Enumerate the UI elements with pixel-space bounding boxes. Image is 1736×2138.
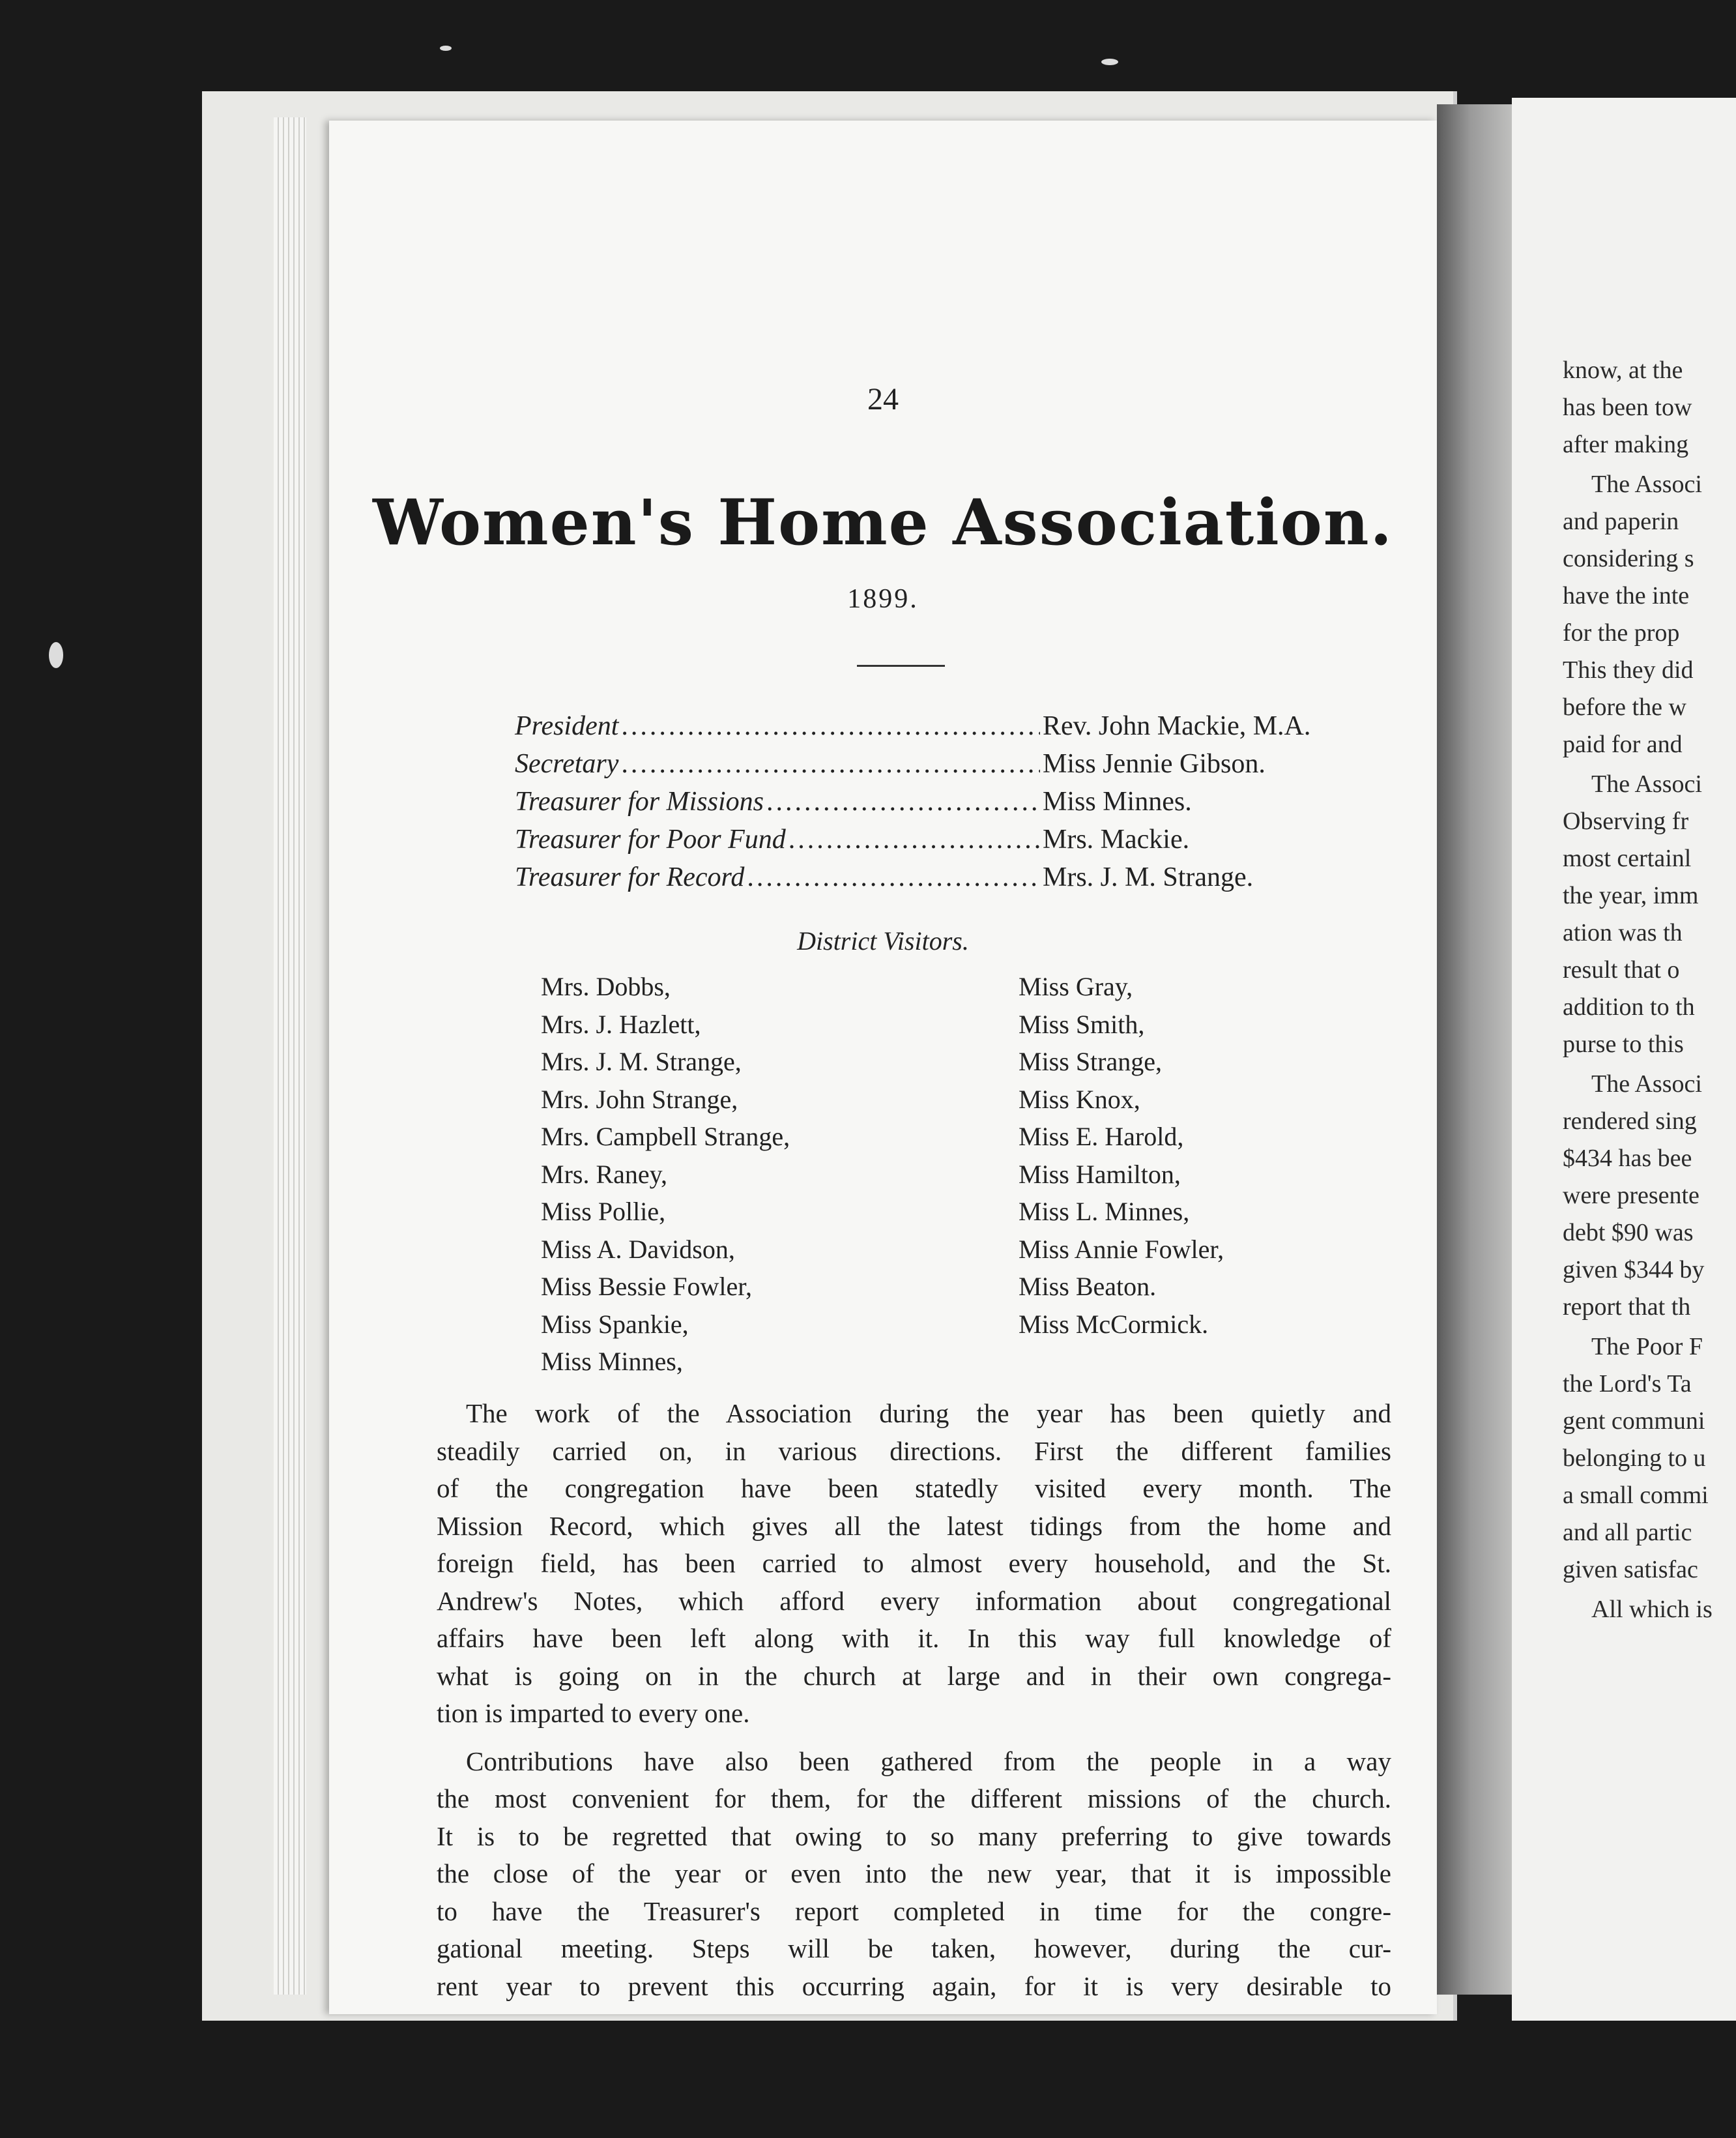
- scan-speck: [440, 46, 452, 51]
- leader-dots: [621, 748, 1040, 780]
- text-line: gational meeting. Steps will be taken, however, during the cur-: [437, 1933, 1391, 1963]
- officer-role: President: [515, 711, 619, 741]
- visitor-name: Miss Annie Fowler,: [1019, 1234, 1224, 1264]
- officer-role: Treasurer for Poor Fund: [515, 825, 786, 855]
- text-line: affairs have been left along with it. In this way full knowledge of: [437, 1623, 1391, 1653]
- facing-page-line: given $344 by: [1563, 1256, 1705, 1283]
- facing-page-line: debt $90 was: [1563, 1219, 1694, 1246]
- visitor-name: Miss Knox,: [1019, 1084, 1140, 1114]
- facing-page-line: before the w: [1563, 694, 1686, 721]
- facing-page-line: the Lord's Ta: [1563, 1370, 1692, 1398]
- text-line: what is going on in the church at large and in their own congrega-: [437, 1660, 1391, 1691]
- visitor-name: Miss Spankie,: [541, 1309, 689, 1339]
- visitor-name: Miss Minnes,: [541, 1347, 683, 1376]
- facing-page-line: addition to th: [1563, 993, 1695, 1021]
- facing-page-line: and all partic: [1563, 1519, 1692, 1546]
- page-title: Women's Home Association.: [373, 486, 1393, 559]
- leader-dots: [766, 786, 1040, 817]
- facing-page-line: after making: [1563, 431, 1689, 458]
- facing-page-line: report that th: [1563, 1293, 1691, 1321]
- officer-role: Secretary: [515, 749, 619, 779]
- leader-dots: [747, 862, 1040, 893]
- page-number: 24: [867, 382, 899, 417]
- facing-page-line: The Associ: [1591, 1070, 1702, 1098]
- visitor-name: Miss Gray,: [1019, 972, 1133, 1001]
- facing-page-line: paid for and: [1563, 731, 1683, 758]
- text-line: the close of the year or even into the new year, that it is impossible: [437, 1858, 1391, 1888]
- facing-page-line: The Associ: [1591, 770, 1702, 798]
- text-line: rent year to prevent this occurring again, for it is very desirable to: [437, 1970, 1391, 2001]
- leader-dots: [621, 710, 1040, 742]
- body-text: [437, 1395, 1391, 2005]
- visitor-name: Miss A. Davidson,: [541, 1234, 735, 1264]
- facing-page-line: the year, imm: [1563, 882, 1699, 909]
- text-line: foreign field, has been carried to almost every household, and the St.: [437, 1548, 1391, 1578]
- facing-page-line: know, at the: [1563, 357, 1683, 384]
- officer-row: [515, 748, 1382, 786]
- officer-row: [515, 786, 1382, 824]
- title-divider: [857, 665, 945, 667]
- officer-name: Mrs. Mackie.: [1043, 825, 1190, 855]
- visitors-left-column: [541, 968, 790, 1381]
- facing-page-line: a small commi: [1563, 1482, 1709, 1509]
- text-line: Andrew's Notes, which afford every information about congregational: [437, 1585, 1391, 1616]
- facing-page-line: purse to this: [1563, 1031, 1684, 1058]
- officer-row: [515, 824, 1382, 862]
- scan-speck: [49, 642, 63, 668]
- officer-name: Rev. John Mackie, M.A.: [1043, 711, 1311, 741]
- officer-name: Miss Jennie Gibson.: [1043, 749, 1266, 779]
- document-page: [329, 121, 1437, 2014]
- text-line: It is to be regretted that owing to so many preferring to give towards: [437, 1821, 1391, 1851]
- visitor-name: Miss Strange,: [1019, 1047, 1162, 1076]
- officers-list: [515, 710, 1382, 900]
- visitor-name: Miss E. Harold,: [1019, 1122, 1184, 1151]
- text-line: Mission Record, which gives all the latest tidings from the home and: [437, 1510, 1391, 1541]
- visitor-name: Miss Beaton.: [1019, 1272, 1157, 1301]
- facing-page-line: This they did: [1563, 656, 1694, 684]
- scan-speck: [1101, 59, 1118, 65]
- book-gutter: [1437, 104, 1522, 1995]
- page-year: 1899.: [847, 584, 919, 614]
- text-line: to have the Treasurer's report completed in time for the congre-: [437, 1896, 1391, 1926]
- visitor-name: Miss McCormick.: [1019, 1309, 1209, 1339]
- visitor-name: Miss Pollie,: [541, 1197, 666, 1226]
- district-visitors-heading: District Visitors.: [797, 926, 969, 956]
- facing-page-line: gent communi: [1563, 1407, 1705, 1435]
- text-line: Contributions have also been gathered from the people in a way: [466, 1746, 1391, 1776]
- visitor-name: Mrs. Campbell Strange,: [541, 1122, 790, 1151]
- facing-page-line: The Poor F: [1591, 1333, 1703, 1360]
- facing-page-line: has been tow: [1563, 394, 1692, 421]
- facing-page-line: have the inte: [1563, 582, 1690, 609]
- facing-page: [1512, 98, 1736, 2021]
- facing-page-line: for the prop: [1563, 619, 1680, 647]
- page-edges: [274, 117, 306, 1995]
- visitor-name: Miss L. Minnes,: [1019, 1197, 1190, 1226]
- text-line: the most convenient for them, for the different missions of the church.: [437, 1783, 1391, 1813]
- facing-page-line: considering s: [1563, 545, 1694, 572]
- officer-role: Treasurer for Record: [515, 862, 745, 892]
- officer-role: Treasurer for Missions: [515, 787, 764, 817]
- facing-page-line: ation was th: [1563, 919, 1683, 946]
- facing-page-line: $434 has bee: [1563, 1145, 1692, 1172]
- leader-dots: [788, 824, 1040, 855]
- visitor-name: Miss Bessie Fowler,: [541, 1272, 752, 1301]
- facing-page-line: All which is: [1591, 1596, 1713, 1623]
- facing-page-line: rendered sing: [1563, 1107, 1697, 1135]
- officer-row: [515, 710, 1382, 748]
- visitor-name: Mrs. J. Hazlett,: [541, 1009, 701, 1039]
- visitor-name: Mrs. Raney,: [541, 1159, 668, 1189]
- facing-page-line: belonging to u: [1563, 1444, 1706, 1472]
- visitor-name: Mrs. John Strange,: [541, 1084, 738, 1114]
- visitor-name: Miss Smith,: [1019, 1009, 1145, 1039]
- visitor-name: Miss Hamilton,: [1019, 1159, 1181, 1189]
- visitors-right-column: [1019, 968, 1224, 1343]
- facing-page-line: The Associ: [1591, 471, 1702, 498]
- officer-row: [515, 862, 1382, 900]
- facing-page-line: Observing fr: [1563, 808, 1689, 835]
- text-line: of the congregation have been statedly visited every month. The: [437, 1473, 1391, 1503]
- visitor-name: Mrs. J. M. Strange,: [541, 1047, 742, 1076]
- text-line: steadily carried on, in various directions. First the different families: [437, 1435, 1391, 1466]
- facing-page-line: result that o: [1563, 956, 1680, 984]
- facing-page-line: given satisfac: [1563, 1556, 1698, 1583]
- facing-page-line: were presente: [1563, 1182, 1700, 1209]
- facing-page-line: and paperin: [1563, 508, 1679, 535]
- text-line: tion is imparted to every one.: [437, 1698, 750, 1728]
- facing-page-line: most certainl: [1563, 845, 1692, 872]
- visitor-name: Mrs. Dobbs,: [541, 972, 671, 1001]
- officer-name: Mrs. J. M. Strange.: [1043, 862, 1254, 892]
- officer-name: Miss Minnes.: [1043, 787, 1192, 817]
- text-line: The work of the Association during the year has been quietly and: [466, 1398, 1391, 1428]
